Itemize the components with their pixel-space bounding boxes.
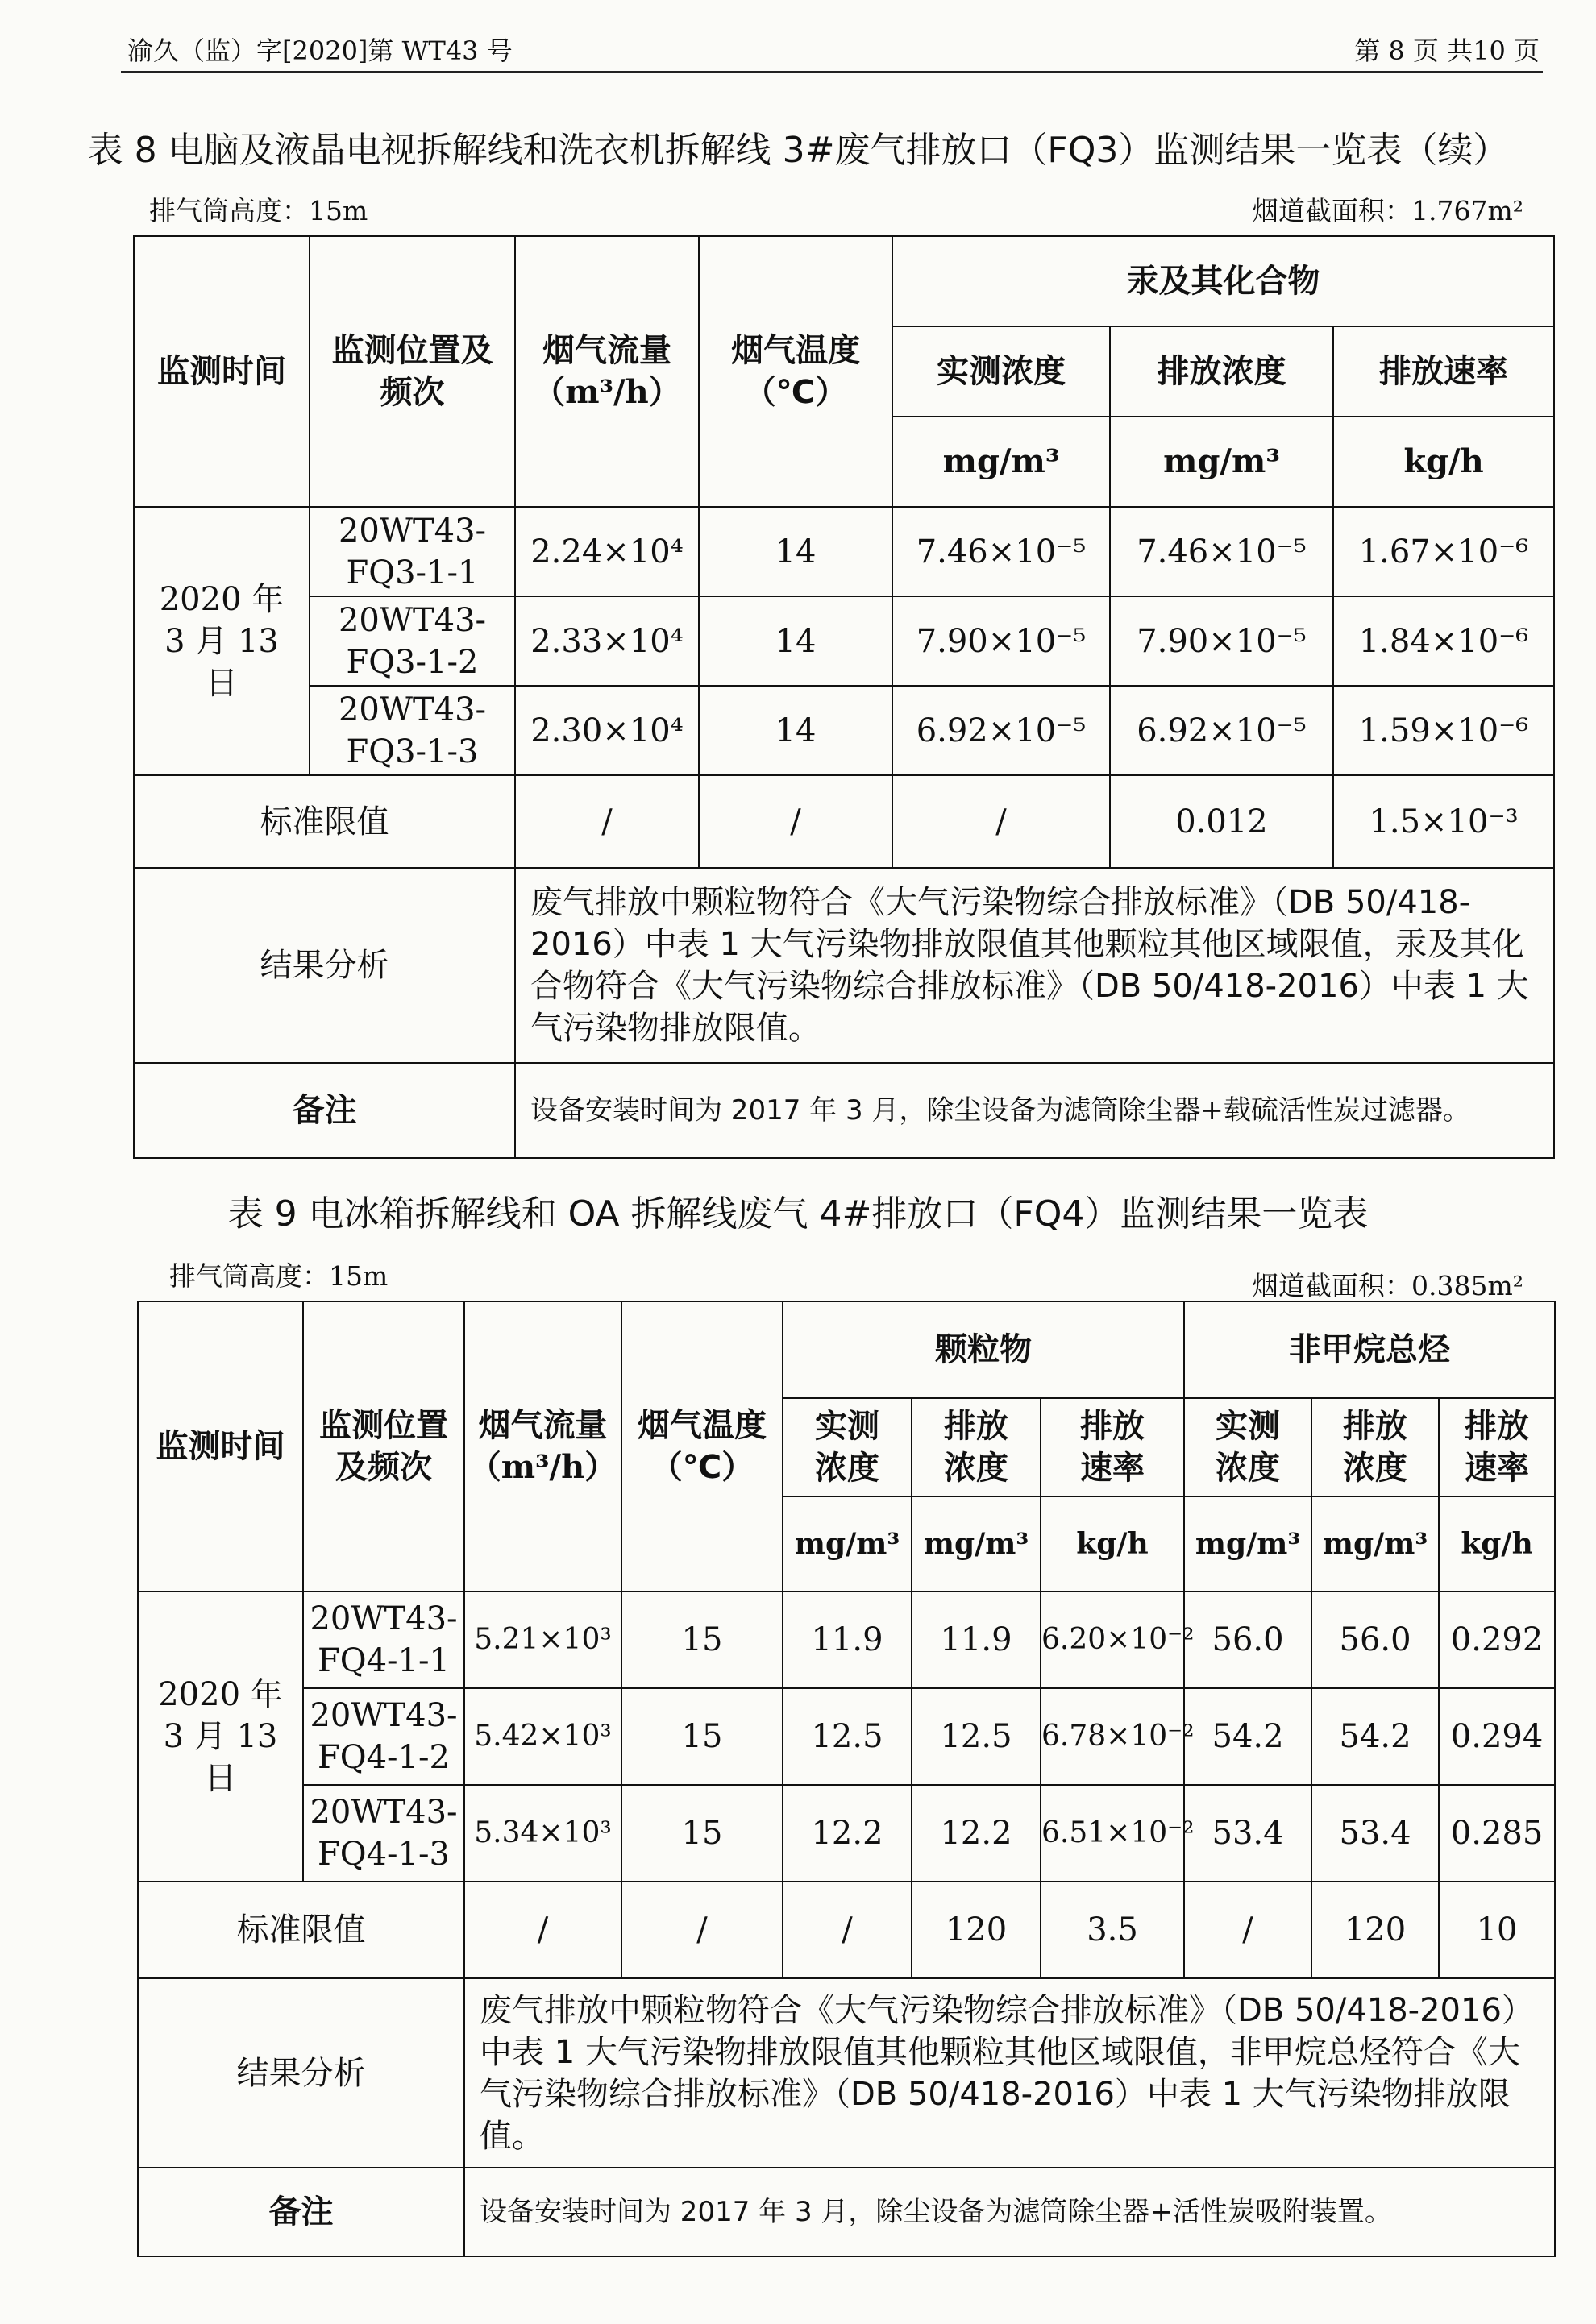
table-row: 20WT43-FQ3-1-1 — [310, 507, 515, 596]
table8-flue-area: 烟道截面积：1.767m² — [1252, 195, 1523, 226]
t9-h-sub2 — [912, 1398, 1041, 1496]
t8-r1-c2: 7.46×10⁻⁵ — [1110, 507, 1333, 596]
t9-limit-7: 120 — [1311, 1882, 1439, 1978]
t9-u4: mg/m³ — [1184, 1496, 1311, 1592]
t8-r3-flow: 2.30×10⁴ — [515, 686, 699, 775]
t8-limit-c2: 0.012 — [1110, 775, 1333, 868]
t9-r1-v3: 6.20×10⁻² — [1041, 1592, 1184, 1688]
t8-limit-c3: 1.5×10⁻³ — [1333, 775, 1554, 868]
document-number: 渝久（监）字[2020]第 WT43 号 — [127, 35, 513, 66]
t9-r1-v2: 11.9 — [912, 1592, 1041, 1688]
t8-r3-c3: 1.59×10⁻⁶ — [1333, 686, 1554, 775]
t8-remark-text: 设备安装时间为 2017 年 3 月，除尘设备为滤筒除尘器+载硫活性炭过滤器。 — [515, 1063, 1554, 1158]
t9-limit-5: 3.5 — [1041, 1882, 1184, 1978]
t9-h-group1: 颗粒物 — [783, 1301, 1184, 1398]
t8-r3-c2: 6.92×10⁻⁵ — [1110, 686, 1333, 775]
t8-limit-label: 标准限值 — [134, 775, 515, 868]
t8-limit-c1: / — [892, 775, 1110, 868]
t9-h-sub3-text: 排放速率 — [1080, 1408, 1145, 1487]
t9-r1-v1: 11.9 — [783, 1592, 912, 1688]
t9-h-temp-label: 烟气温度 — [638, 1407, 767, 1444]
t9-h-group2: 非甲烷总烃 — [1184, 1301, 1555, 1398]
t9-r3-flow: 5.34×10³ — [464, 1785, 621, 1882]
t9-analysis-text: 废气排放中颗粒物符合《大气污染物综合排放标准》（DB 50/418-2016）中表 1 大气污染物排放限值其他颗粒其他区域限值，非甲烷总烃符合《大气污染物综合排放标准》（DB 50/418-2016）中表 1 大气污染物排放限值。 — [464, 1978, 1555, 2168]
table9-flue-area: 烟道截面积：0.385m² — [1252, 1270, 1523, 1301]
t9-r1-v4: 56.0 — [1184, 1592, 1311, 1688]
t8-u2: mg/m³ — [1110, 417, 1333, 507]
t9-limit-1: / — [464, 1882, 621, 1978]
t8-r1-flow: 2.24×10⁴ — [515, 507, 699, 596]
t9-limit-label: 标准限值 — [138, 1882, 464, 1978]
t9-h-sub5 — [1311, 1398, 1439, 1496]
t8-h-temp-label: 烟气温度 — [731, 332, 860, 369]
t9-r1-v5: 56.0 — [1311, 1592, 1439, 1688]
t9-limit-4: 120 — [912, 1882, 1041, 1978]
t9-r2-v3: 6.78×10⁻² — [1041, 1688, 1184, 1785]
t9-u1: mg/m³ — [783, 1496, 912, 1592]
t8-h-time: 监测时间 — [134, 236, 310, 507]
t9-h-flow-unit: （m³/h） — [468, 1448, 617, 1486]
t9-h-sub1 — [783, 1398, 912, 1496]
t9-h-sub2-text: 排放浓度 — [944, 1408, 1008, 1487]
table-row: 20WT43-FQ3-1-2 — [310, 596, 515, 686]
t9-r2-v2: 12.5 — [912, 1688, 1041, 1785]
t8-r2-c1: 7.90×10⁻⁵ — [892, 596, 1110, 686]
t8-h-location-text: 监测位置及频次 — [331, 332, 493, 411]
t9-u3: kg/h — [1041, 1496, 1184, 1592]
t9-remark-label: 备注 — [138, 2168, 464, 2256]
t9-h-sub6 — [1439, 1398, 1555, 1496]
table8 — [133, 235, 1555, 1159]
t8-analysis-text: 废气排放中颗粒物符合《大气污染物综合排放标准》（DB 50/418-2016）中表 1 大气污染物排放限值其他颗粒其他区域限值，汞及其化合物符合《大气污染物综合排放标准》（DB 50/418-2016）中表 1 大气污染物排放限值。 — [515, 868, 1554, 1063]
t9-h-location — [303, 1301, 464, 1592]
t8-r2-c3: 1.84×10⁻⁶ — [1333, 596, 1554, 686]
t8-h-flow-label: 烟气流量 — [542, 332, 671, 369]
t8-h-c3: 排放速率 — [1333, 326, 1554, 417]
t9-r3-v4: 53.4 — [1184, 1785, 1311, 1882]
t8-r1-c1: 7.46×10⁻⁵ — [892, 507, 1110, 596]
t9-date — [138, 1592, 303, 1882]
t9-r2-v6: 0.294 — [1439, 1688, 1555, 1785]
t8-r1-c3: 1.67×10⁻⁶ — [1333, 507, 1554, 596]
t8-date — [134, 507, 310, 775]
t9-limit-6: / — [1184, 1882, 1311, 1978]
t8-h-flow — [515, 236, 699, 507]
t8-h-temp-unit: （℃） — [743, 374, 848, 411]
t8-u1: mg/m³ — [892, 417, 1110, 507]
t9-r1-temp: 15 — [621, 1592, 783, 1688]
t9-date-text: 2020 年 3 月 13 日 — [158, 1676, 283, 1797]
t9-h-flow — [464, 1301, 621, 1592]
t9-u6: kg/h — [1439, 1496, 1555, 1592]
t9-h-sub5-text: 排放浓度 — [1343, 1408, 1408, 1487]
t9-h-location-text: 监测位置及频次 — [319, 1407, 448, 1486]
t8-h-c2: 排放浓度 — [1110, 326, 1333, 417]
t8-h-temp — [699, 236, 892, 507]
table9-caption: 表 9 电冰箱拆解线和 OA 拆解线废气 4#排放口（FQ4）监测结果一览表 — [227, 1193, 1369, 1235]
t8-r2-c2: 7.90×10⁻⁵ — [1110, 596, 1333, 686]
header-rule — [121, 71, 1543, 73]
t9-limit-3: / — [783, 1882, 912, 1978]
t8-limit-flow: / — [515, 775, 699, 868]
t9-r2-v1: 12.5 — [783, 1688, 912, 1785]
t9-u2: mg/m³ — [912, 1496, 1041, 1592]
t8-r2-flow: 2.33×10⁴ — [515, 596, 699, 686]
table9-stack-height: 排气筒高度：15m — [169, 1260, 389, 1292]
t8-h-group: 汞及其化合物 — [892, 236, 1554, 326]
t9-r1-v6: 0.292 — [1439, 1592, 1555, 1688]
t9-analysis-label: 结果分析 — [138, 1978, 464, 2168]
t9-r1-flow: 5.21×10³ — [464, 1592, 621, 1688]
t9-u5: mg/m³ — [1311, 1496, 1439, 1592]
t8-r3-c1: 6.92×10⁻⁵ — [892, 686, 1110, 775]
t8-limit-temp: / — [699, 775, 892, 868]
t9-r3-v5: 53.4 — [1311, 1785, 1439, 1882]
t8-analysis-label: 结果分析 — [134, 868, 515, 1063]
t9-h-flow-label: 烟气流量 — [478, 1407, 608, 1444]
t8-r2-temp: 14 — [699, 596, 892, 686]
t8-h-c1: 实测浓度 — [892, 326, 1110, 417]
t9-h-sub4-text: 实测浓度 — [1216, 1408, 1281, 1487]
table-row: 20WT43-FQ4-1-1 — [303, 1592, 464, 1688]
t9-r2-temp: 15 — [621, 1688, 783, 1785]
t9-remark-text: 设备安装时间为 2017 年 3 月，除尘设备为滤筒除尘器+活性炭吸附装置。 — [464, 2168, 1555, 2256]
table-row: 20WT43-FQ3-1-3 — [310, 686, 515, 775]
table8-caption: 表 8 电脑及液晶电视拆解线和洗衣机拆解线 3#废气排放口（FQ3）监测结果一览表（续） — [87, 130, 1509, 171]
t8-r3-temp: 14 — [699, 686, 892, 775]
t9-h-sub6-text: 排放速率 — [1465, 1408, 1530, 1487]
t8-h-location — [310, 236, 515, 507]
t9-r3-v6: 0.285 — [1439, 1785, 1555, 1882]
t8-h-flow-unit: （m³/h） — [533, 373, 681, 411]
t8-r1-temp: 14 — [699, 507, 892, 596]
t9-h-sub4 — [1184, 1398, 1311, 1496]
t9-r3-v3: 6.51×10⁻² — [1041, 1785, 1184, 1882]
t8-remark-label: 备注 — [134, 1063, 515, 1158]
t9-r3-v2: 12.2 — [912, 1785, 1041, 1882]
t9-r2-flow: 5.42×10³ — [464, 1688, 621, 1785]
table-row: 20WT43-FQ4-1-3 — [303, 1785, 464, 1882]
table-row: 20WT43-FQ4-1-2 — [303, 1688, 464, 1785]
page-number: 第 8 页 共10 页 — [1354, 35, 1540, 66]
t9-limit-8: 10 — [1439, 1882, 1555, 1978]
t9-r3-temp: 15 — [621, 1785, 783, 1882]
t8-u3: kg/h — [1333, 417, 1554, 507]
t9-r2-v5: 54.2 — [1311, 1688, 1439, 1785]
t9-r3-v1: 12.2 — [783, 1785, 912, 1882]
t9-h-temp-unit: （℃） — [650, 1449, 754, 1486]
t8-date-text: 2020 年 3 月 13 日 — [159, 580, 285, 702]
table9 — [137, 1301, 1556, 2257]
table8-stack-height: 排气筒高度：15m — [149, 195, 368, 226]
t9-h-time: 监测时间 — [138, 1301, 303, 1592]
t9-limit-2: / — [621, 1882, 783, 1978]
t9-h-temp — [621, 1301, 783, 1592]
t9-h-sub1-text: 实测浓度 — [815, 1408, 879, 1487]
t9-h-sub3 — [1041, 1398, 1184, 1496]
t9-r2-v4: 54.2 — [1184, 1688, 1311, 1785]
